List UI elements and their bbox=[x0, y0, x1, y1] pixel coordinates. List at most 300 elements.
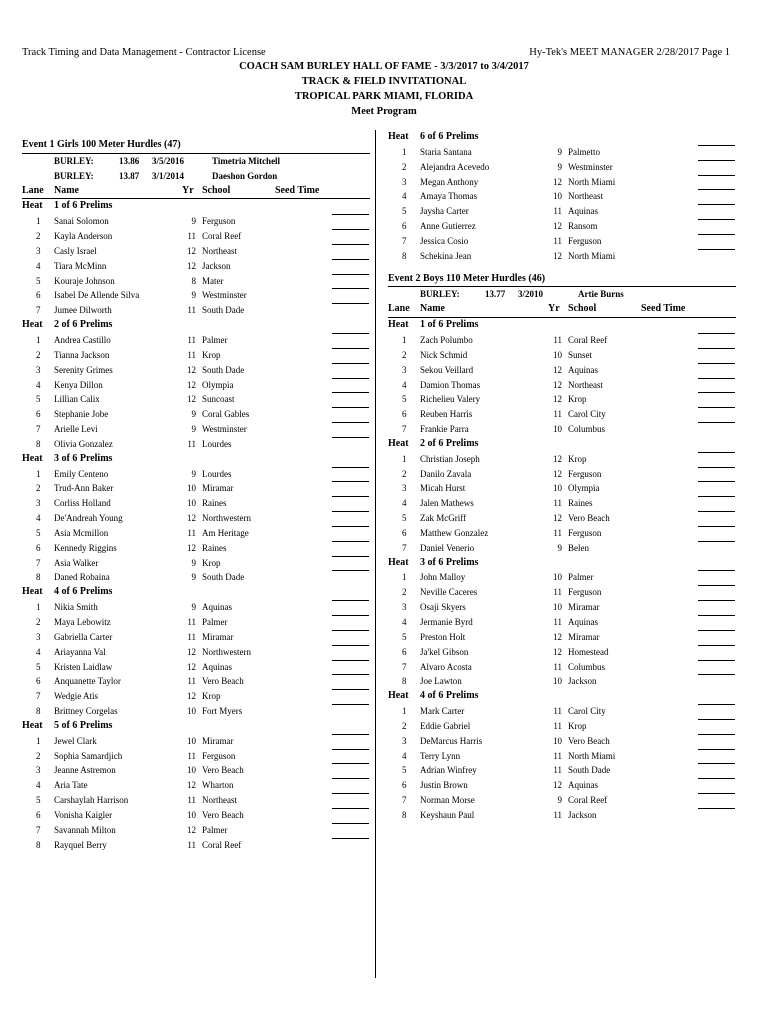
seed-time-blank bbox=[332, 378, 369, 379]
seed-time-blank bbox=[698, 645, 735, 646]
entry-lane: 7 bbox=[36, 557, 41, 568]
entry-row bbox=[22, 511, 370, 526]
seed-time-blank bbox=[698, 511, 735, 512]
entry-yr: 12 bbox=[553, 631, 562, 642]
seed-time-blank bbox=[332, 259, 369, 260]
entry-name: Casly Israel bbox=[54, 245, 97, 256]
entry-yr: 11 bbox=[553, 765, 562, 776]
entry-lane: 5 bbox=[36, 275, 41, 286]
seed-time-blank bbox=[332, 511, 369, 512]
entry-school: Ferguson bbox=[202, 216, 236, 227]
entry-row bbox=[22, 467, 370, 482]
entry-name: Jeanne Astremon bbox=[54, 765, 116, 776]
entry-name: Mark Carter bbox=[420, 706, 465, 717]
entry-row bbox=[388, 778, 736, 793]
seed-time-blank bbox=[698, 333, 735, 334]
heat-label: Heat bbox=[22, 452, 43, 464]
event-title-text: Event 1 Girls 100 Meter Hurdles (47) bbox=[22, 139, 181, 150]
entry-row bbox=[22, 481, 370, 496]
entry-yr: 9 bbox=[557, 795, 562, 806]
heat-title-text: 4 of 6 Prelims bbox=[420, 690, 479, 702]
entry-school: Lourdes bbox=[202, 468, 232, 479]
entry-yr: 11 bbox=[187, 676, 196, 687]
heat-title-text: 2 of 6 Prelims bbox=[54, 319, 113, 331]
entry-row bbox=[388, 541, 736, 556]
seed-time-blank bbox=[698, 219, 735, 220]
seed-time-blank bbox=[698, 541, 735, 542]
entry-lane: 6 bbox=[36, 290, 41, 301]
entry-yr: 12 bbox=[553, 250, 562, 261]
entry-lane: 8 bbox=[36, 572, 41, 583]
entry-name: Frankie Parra bbox=[420, 424, 469, 435]
entry-yr: 10 bbox=[553, 191, 562, 202]
entry-lane: 1 bbox=[402, 453, 407, 464]
seed-time-blank bbox=[698, 481, 735, 482]
entry-name: Trud-Ann Baker bbox=[54, 483, 114, 494]
entry-name: Gabriella Carter bbox=[54, 631, 113, 642]
entry-name: Jessica Cosio bbox=[420, 235, 469, 246]
entry-name: Rayquel Berry bbox=[54, 839, 107, 850]
entry-lane: 5 bbox=[402, 206, 407, 217]
seed-time-blank bbox=[698, 378, 735, 379]
entry-school: Raines bbox=[568, 498, 593, 509]
entry-name: Nikia Smith bbox=[54, 602, 98, 613]
entry-name: Kristen Laidlaw bbox=[54, 661, 113, 672]
heat-title bbox=[388, 556, 736, 571]
entry-name: Emily Centeno bbox=[54, 468, 109, 479]
entry-school: Belen bbox=[568, 542, 589, 553]
entry-lane: 2 bbox=[402, 161, 407, 172]
entry-school: Aquinas bbox=[568, 617, 598, 627]
entry-row bbox=[22, 808, 370, 823]
entry-row bbox=[22, 630, 370, 645]
seed-time-blank bbox=[698, 392, 735, 393]
entry-school: Miramar bbox=[202, 483, 234, 494]
col-school-header: School bbox=[568, 303, 597, 315]
entry-row bbox=[388, 645, 736, 660]
entry-row bbox=[22, 541, 370, 556]
entry-name: Asia Walker bbox=[54, 557, 99, 568]
entry-row bbox=[22, 392, 370, 407]
entry-yr: 10 bbox=[187, 483, 196, 494]
entry-name: Terry Lynn bbox=[420, 750, 461, 761]
entry-name: Sanai Solomon bbox=[54, 216, 109, 227]
entry-lane: 2 bbox=[402, 468, 407, 479]
entry-name: Serenity Grimes bbox=[54, 364, 113, 375]
entry-lane: 8 bbox=[402, 676, 407, 687]
entry-lane: 6 bbox=[36, 809, 41, 820]
entry-name: Tianna Jackson bbox=[54, 349, 110, 360]
entry-lane: 3 bbox=[402, 602, 407, 613]
entry-name: Danilo Zavala bbox=[420, 468, 472, 479]
col-name-header: Name bbox=[420, 303, 445, 315]
record-time: 13.77 bbox=[485, 289, 506, 300]
event-title-text: Event 2 Boys 110 Meter Hurdles (46) bbox=[388, 272, 546, 284]
record-time: 13.87 bbox=[119, 170, 140, 181]
entry-lane: 2 bbox=[36, 231, 41, 242]
entry-name: Preston Holt bbox=[420, 631, 466, 642]
entry-school: Krop bbox=[568, 394, 587, 405]
entry-row bbox=[22, 689, 370, 704]
heat-title-text: 5 of 6 Prelims bbox=[54, 719, 113, 731]
seed-time-blank bbox=[698, 734, 735, 735]
entry-name: Joe Lawton bbox=[420, 676, 462, 687]
entry-lane: 1 bbox=[402, 706, 407, 717]
entry-school: Columbus bbox=[568, 661, 606, 672]
entry-school: Krop bbox=[202, 691, 221, 702]
seed-time-blank bbox=[332, 615, 369, 616]
entry-name: Andrea Castillo bbox=[54, 334, 111, 345]
event-spacer bbox=[388, 264, 736, 272]
entry-row bbox=[22, 570, 370, 585]
entry-row bbox=[388, 363, 736, 378]
heat-title-text: 6 of 6 Prelims bbox=[420, 131, 479, 142]
entry-school: Ferguson bbox=[568, 468, 602, 479]
meet-program-label: Meet Program bbox=[351, 106, 417, 117]
seed-time-blank bbox=[698, 660, 735, 661]
entry-lane: 3 bbox=[36, 245, 41, 256]
record-row bbox=[388, 286, 736, 302]
entry-name: Staria Santana bbox=[420, 146, 472, 157]
seed-time-blank bbox=[698, 452, 735, 453]
entry-name: Kenya Dillon bbox=[54, 379, 103, 390]
entry-school: Raines bbox=[202, 542, 227, 553]
entry-school: Miramar bbox=[202, 631, 234, 642]
entry-lane: 8 bbox=[36, 839, 41, 850]
entry-yr: 8 bbox=[191, 275, 196, 286]
record-row bbox=[22, 153, 370, 169]
entry-school: Coral Gables bbox=[202, 409, 250, 420]
record-time: 13.86 bbox=[119, 155, 140, 166]
entry-yr: 10 bbox=[553, 349, 562, 360]
heat-title bbox=[388, 318, 736, 333]
entry-name: Neville Caceres bbox=[420, 587, 478, 598]
entry-lane: 6 bbox=[402, 409, 407, 420]
entry-lane: 5 bbox=[402, 513, 407, 524]
entry-school: Westminster bbox=[202, 424, 247, 435]
entry-yr: 11 bbox=[187, 231, 196, 242]
entry-yr: 11 bbox=[553, 720, 562, 731]
entry-row bbox=[22, 734, 370, 749]
entry-school: Palmer bbox=[202, 334, 228, 345]
event-title bbox=[388, 272, 736, 287]
meet-subtitle: TRACK & FIELD INVITATIONAL bbox=[301, 76, 467, 87]
heat-title-text: 3 of 6 Prelims bbox=[54, 452, 113, 464]
seed-time-blank bbox=[332, 496, 369, 497]
entry-row bbox=[388, 234, 736, 249]
entry-row bbox=[388, 333, 736, 348]
seed-time-blank bbox=[332, 467, 369, 468]
entry-row bbox=[22, 437, 370, 452]
seed-time-blank bbox=[698, 704, 735, 705]
entry-row bbox=[388, 249, 736, 264]
entry-row bbox=[388, 808, 736, 823]
heat-title-text: 4 of 6 Prelims bbox=[54, 586, 113, 598]
entry-lane: 6 bbox=[402, 527, 407, 538]
record-date: 3/5/2016 bbox=[152, 155, 185, 166]
entry-row bbox=[388, 219, 736, 234]
entry-lane: 1 bbox=[36, 602, 41, 613]
entry-lane: 5 bbox=[402, 765, 407, 776]
heat-title bbox=[22, 199, 370, 214]
entry-school: Vero Beach bbox=[568, 735, 610, 746]
entry-school: Jackson bbox=[568, 676, 597, 687]
entry-name: John Malloy bbox=[420, 572, 466, 583]
entry-school: South Dade bbox=[202, 364, 245, 375]
entry-school: Olympia bbox=[202, 379, 234, 390]
heat-label: Heat bbox=[22, 586, 43, 598]
seed-time-blank bbox=[332, 704, 369, 705]
entry-row bbox=[22, 363, 370, 378]
heat-label: Heat bbox=[22, 719, 43, 731]
seed-time-blank bbox=[698, 234, 735, 235]
entry-yr: 11 bbox=[553, 661, 562, 672]
entry-yr: 10 bbox=[553, 572, 562, 583]
entry-yr: 11 bbox=[553, 617, 562, 627]
entry-lane: 5 bbox=[36, 661, 41, 672]
entry-row bbox=[22, 674, 370, 689]
entry-name: Savannah Milton bbox=[54, 824, 116, 835]
entry-school: Krop bbox=[202, 557, 221, 568]
entry-yr: 10 bbox=[187, 735, 196, 746]
entry-yr: 10 bbox=[187, 809, 196, 820]
entry-row bbox=[22, 244, 370, 259]
entry-name: Jalen Mathews bbox=[420, 498, 474, 509]
entry-lane: 1 bbox=[36, 468, 41, 479]
seed-time-blank bbox=[332, 763, 369, 764]
entry-name: Kennedy Riggins bbox=[54, 542, 117, 553]
entry-school: South Dade bbox=[568, 765, 611, 776]
entry-row bbox=[22, 615, 370, 630]
entry-school: Coral Reef bbox=[568, 795, 608, 806]
entry-row bbox=[388, 585, 736, 600]
heat-title-text: 1 of 6 Prelims bbox=[420, 319, 479, 331]
entry-name: Norman Morse bbox=[420, 795, 475, 806]
entry-name: Maya Lebowitz bbox=[54, 617, 111, 627]
entry-row bbox=[388, 204, 736, 219]
entry-yr: 12 bbox=[187, 780, 196, 791]
entry-school: Ferguson bbox=[202, 750, 236, 761]
entry-school: Northeast bbox=[568, 191, 603, 202]
entry-school: South Dade bbox=[202, 572, 245, 583]
entry-school: Aquinas bbox=[568, 206, 598, 217]
record-date: 3/1/2014 bbox=[152, 170, 185, 181]
seed-time-blank bbox=[332, 274, 369, 275]
entry-lane: 3 bbox=[402, 176, 407, 187]
heat-title bbox=[388, 130, 736, 145]
entry-name: Reuben Harris bbox=[420, 409, 473, 420]
entry-row bbox=[388, 511, 736, 526]
entry-school: Suncoast bbox=[202, 394, 235, 405]
entry-yr: 12 bbox=[187, 260, 196, 271]
right-column bbox=[388, 130, 736, 823]
entry-school: Lourdes bbox=[202, 438, 232, 449]
entry-yr: 12 bbox=[187, 661, 196, 672]
entry-school: North Miami bbox=[568, 750, 616, 761]
seed-time-blank bbox=[698, 719, 735, 720]
entry-lane: 5 bbox=[36, 527, 41, 538]
seed-time-blank bbox=[332, 570, 369, 571]
entry-school: Raines bbox=[202, 498, 227, 509]
entry-name: Tiara McMinn bbox=[54, 260, 107, 271]
entry-school: North Miami bbox=[568, 250, 616, 261]
entry-school: Aquinas bbox=[202, 661, 232, 672]
entry-lane: 8 bbox=[402, 809, 407, 820]
entry-yr: 9 bbox=[191, 572, 196, 583]
entry-school: Northwestern bbox=[202, 513, 251, 524]
event-title bbox=[22, 138, 370, 153]
entry-row bbox=[388, 175, 736, 190]
seed-time-blank bbox=[332, 556, 369, 557]
entry-row bbox=[388, 160, 736, 175]
entry-yr: 12 bbox=[187, 394, 196, 405]
entry-yr: 11 bbox=[553, 206, 562, 217]
entry-row bbox=[388, 496, 736, 511]
entry-row bbox=[388, 407, 736, 422]
entry-name: Alvaro Acosta bbox=[420, 661, 472, 672]
seed-time-blank bbox=[698, 204, 735, 205]
entry-yr: 11 bbox=[187, 617, 196, 627]
entry-name: Osaji Skyers bbox=[420, 602, 466, 613]
entry-row bbox=[388, 570, 736, 585]
entry-row bbox=[388, 734, 736, 749]
entry-school: Am Heritage bbox=[202, 527, 249, 538]
col-lane-header: Lane bbox=[388, 303, 410, 315]
entry-name: Jumee Dilworth bbox=[54, 305, 112, 316]
entry-lane: 3 bbox=[36, 498, 41, 509]
entry-row bbox=[22, 288, 370, 303]
entry-school: Palmetto bbox=[568, 146, 600, 157]
entry-yr: 11 bbox=[187, 631, 196, 642]
entry-lane: 3 bbox=[402, 735, 407, 746]
seed-time-blank bbox=[698, 363, 735, 364]
entry-lane: 4 bbox=[36, 379, 41, 390]
heat-label: Heat bbox=[388, 319, 409, 331]
entry-name: Aria Tate bbox=[54, 780, 88, 791]
entry-yr: 9 bbox=[191, 216, 196, 227]
entry-name: Schekina Jean bbox=[420, 250, 472, 261]
entry-lane: 6 bbox=[36, 676, 41, 687]
entry-lane: 1 bbox=[36, 216, 41, 227]
entry-name: Kayla Anderson bbox=[54, 231, 113, 242]
entry-lane: 7 bbox=[36, 305, 41, 316]
entry-row bbox=[22, 496, 370, 511]
meet-title: COACH SAM BURLEY HALL OF FAME - 3/3/2017 to 3/4/2017 bbox=[239, 61, 529, 72]
entry-lane: 8 bbox=[36, 438, 41, 449]
entry-name: Isabel De Allende Silva bbox=[54, 290, 140, 301]
entry-school: Coral Reef bbox=[202, 839, 242, 850]
entry-lane: 2 bbox=[402, 720, 407, 731]
header-right: Hy-Tek's MEET MANAGER 2/28/2017 Page 1 bbox=[529, 47, 730, 58]
entry-lane: 7 bbox=[402, 795, 407, 806]
col-seed-header: Seed Time bbox=[641, 303, 686, 315]
seed-time-blank bbox=[698, 422, 735, 423]
entry-yr: 11 bbox=[187, 527, 196, 538]
entry-school: Krop bbox=[568, 453, 587, 464]
entry-row bbox=[22, 407, 370, 422]
entry-name: Zak McGriff bbox=[420, 513, 467, 524]
entry-name: Zach Polumbo bbox=[420, 334, 473, 345]
entry-row bbox=[388, 378, 736, 393]
entry-yr: 12 bbox=[187, 364, 196, 375]
entry-name: Ariayanna Val bbox=[54, 646, 106, 657]
col-school-header: School bbox=[202, 184, 231, 196]
entry-row bbox=[22, 333, 370, 348]
heat-label: Heat bbox=[388, 131, 409, 142]
entry-lane: 4 bbox=[36, 260, 41, 271]
entry-school: Aquinas bbox=[202, 602, 232, 613]
entry-yr: 12 bbox=[553, 379, 562, 390]
entry-row bbox=[22, 214, 370, 229]
heat-label: Heat bbox=[22, 319, 43, 331]
entry-school: Vero Beach bbox=[202, 676, 244, 687]
entry-name: Daniel Venerio bbox=[420, 542, 475, 553]
seed-time-blank bbox=[332, 229, 369, 230]
entry-school: Carol City bbox=[568, 706, 606, 717]
entry-lane: 5 bbox=[402, 394, 407, 405]
seed-time-blank bbox=[698, 145, 735, 146]
entry-name: DeMarcus Harris bbox=[420, 735, 483, 746]
seed-time-blank bbox=[332, 348, 369, 349]
seed-time-blank bbox=[698, 189, 735, 190]
entry-lane: 2 bbox=[36, 750, 41, 761]
entry-yr: 12 bbox=[553, 453, 562, 464]
seed-time-blank bbox=[332, 303, 369, 304]
entry-yr: 12 bbox=[553, 513, 562, 524]
entry-school: Krop bbox=[202, 349, 221, 360]
entry-row bbox=[22, 793, 370, 808]
seed-time-blank bbox=[698, 570, 735, 571]
entry-yr: 12 bbox=[187, 824, 196, 835]
entry-row bbox=[22, 378, 370, 393]
entry-name: Stephanie Jobe bbox=[54, 409, 109, 420]
seed-time-blank bbox=[332, 288, 369, 289]
entry-yr: 10 bbox=[187, 706, 196, 717]
entry-school: Northeast bbox=[202, 245, 237, 256]
col-lane-header: Lane bbox=[22, 184, 44, 196]
entry-school: Miramar bbox=[202, 735, 234, 746]
entry-lane: 6 bbox=[36, 542, 41, 553]
seed-time-blank bbox=[332, 214, 369, 215]
entry-lane: 1 bbox=[402, 146, 407, 157]
entry-row bbox=[388, 615, 736, 630]
entry-yr: 9 bbox=[557, 542, 562, 553]
entry-row bbox=[22, 763, 370, 778]
entry-yr: 12 bbox=[553, 176, 562, 187]
seed-time-blank bbox=[332, 392, 369, 393]
seed-time-blank bbox=[698, 348, 735, 349]
entry-name: Micah Hurst bbox=[420, 483, 466, 494]
record-holder: Timetria Mitchell bbox=[212, 155, 281, 166]
entry-name: Nick Schmid bbox=[420, 349, 468, 360]
entry-school: Jackson bbox=[568, 809, 597, 820]
entry-school: Ferguson bbox=[568, 235, 602, 246]
entry-name: Christian Joseph bbox=[420, 453, 480, 464]
entry-lane: 6 bbox=[402, 780, 407, 791]
entry-lane: 1 bbox=[402, 572, 407, 583]
entry-lane: 5 bbox=[402, 631, 407, 642]
entry-school: Coral Reef bbox=[202, 231, 242, 242]
heat-title-text: 1 of 6 Prelims bbox=[54, 200, 113, 212]
entry-school: Vero Beach bbox=[202, 809, 244, 820]
seed-time-blank bbox=[332, 808, 369, 809]
seed-time-blank bbox=[332, 437, 369, 438]
entry-yr: 12 bbox=[187, 542, 196, 553]
record-holder: Artie Burns bbox=[578, 289, 624, 300]
entry-name: Megan Anthony bbox=[420, 176, 479, 187]
entry-lane: 2 bbox=[402, 349, 407, 360]
seed-time-blank bbox=[332, 674, 369, 675]
